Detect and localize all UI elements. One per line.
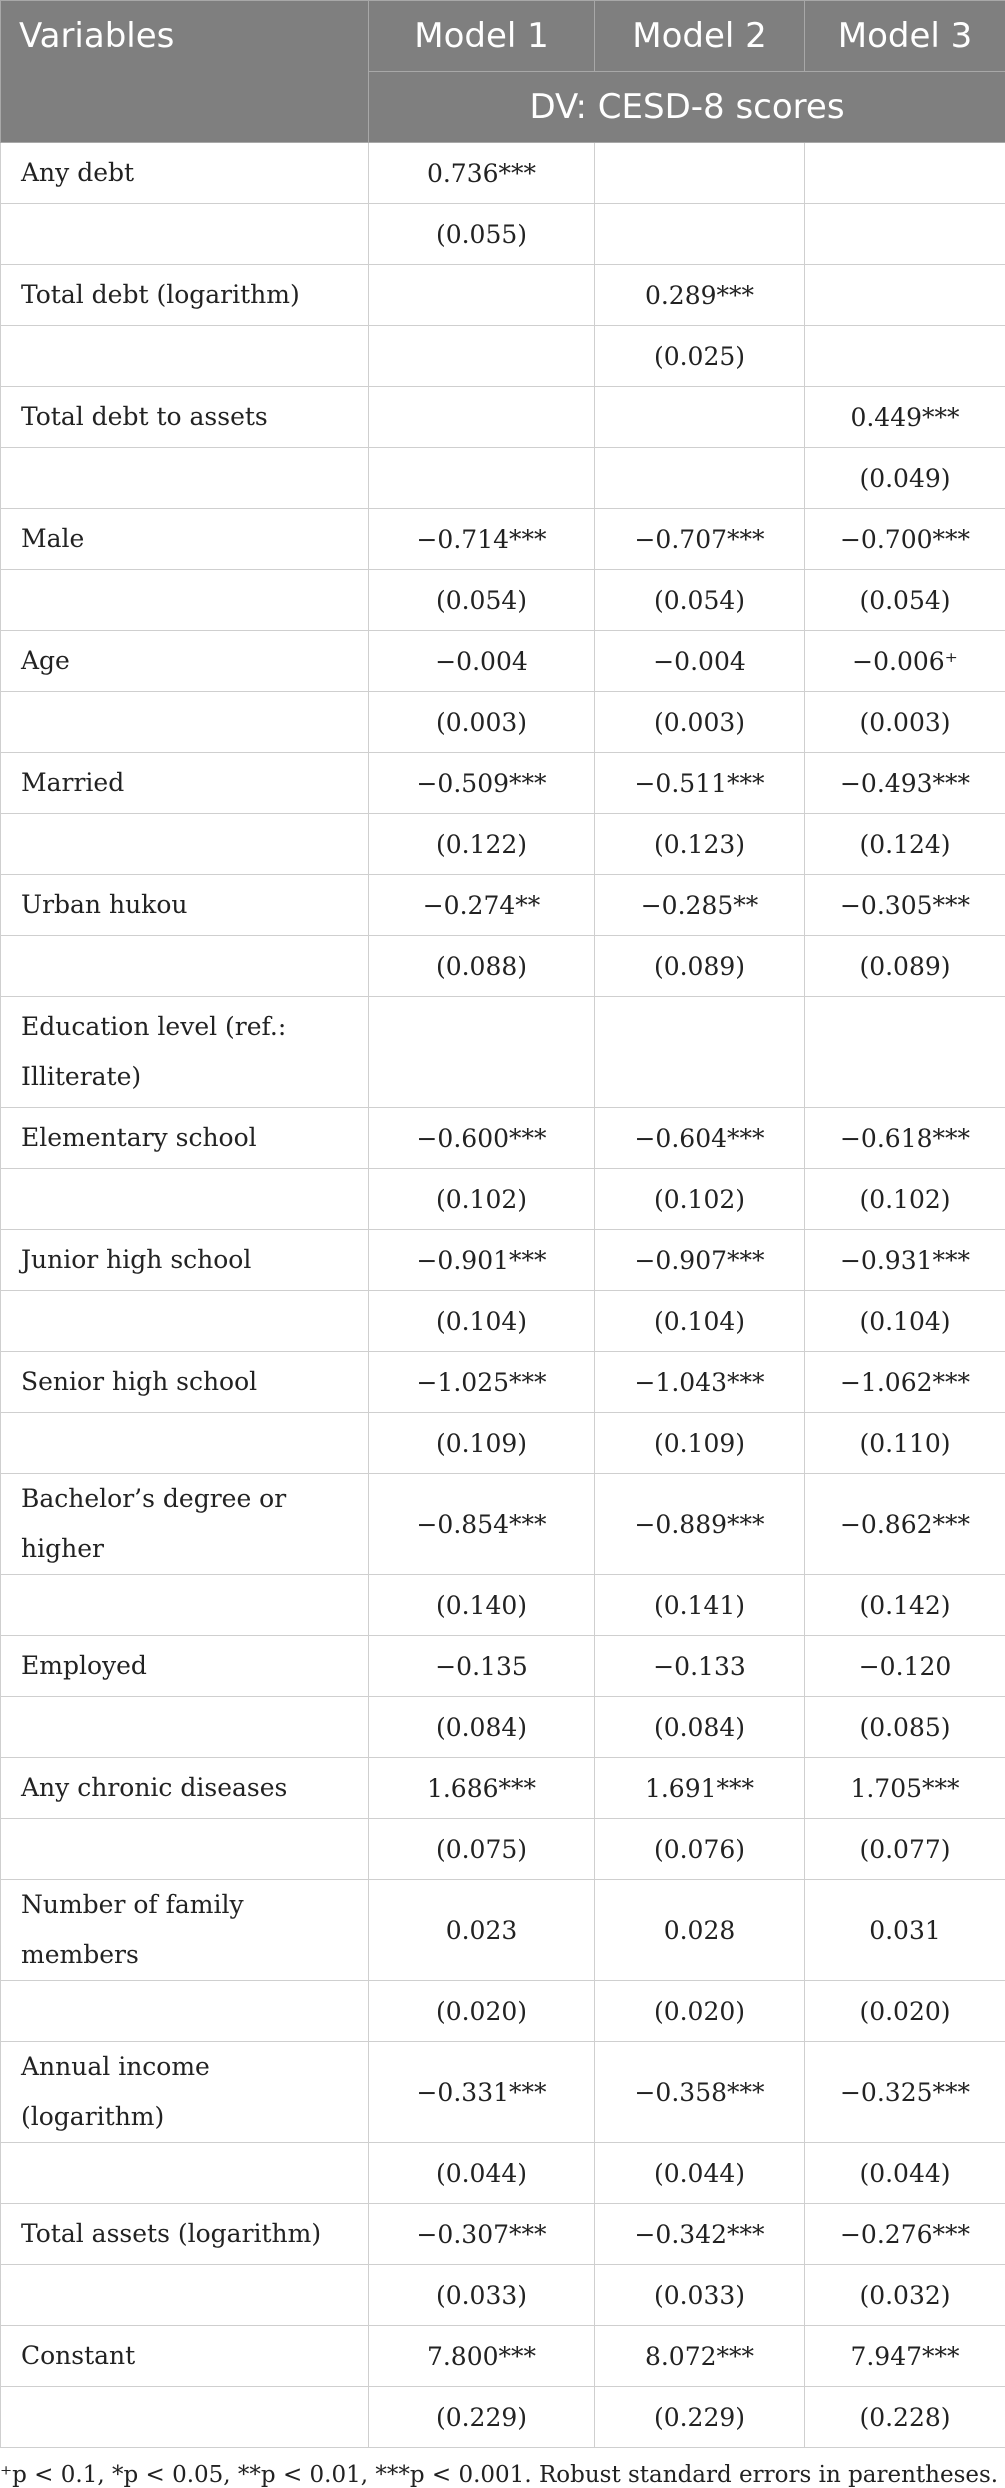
header-model-3: Model 3 — [805, 1, 1005, 72]
standard-error-cell: (0.054) — [369, 570, 595, 631]
empty-label-cell — [1, 326, 369, 387]
standard-error-cell — [805, 326, 1005, 387]
coefficient-cell — [805, 143, 1005, 204]
standard-error-cell: (0.140) — [369, 1575, 595, 1636]
table-row — [1, 2326, 1005, 2387]
standard-error-cell: (0.076) — [595, 1819, 805, 1880]
table-row — [1, 692, 1005, 753]
table-row — [1, 1981, 1005, 2042]
table-row — [1, 1291, 1005, 1352]
table-subheader-row — [1, 72, 1005, 143]
table-row — [1, 570, 1005, 631]
standard-error-cell — [805, 204, 1005, 265]
variable-label: Elementary school — [1, 1108, 369, 1169]
standard-error-cell — [369, 448, 595, 509]
coefficient-cell: −0.714*** — [369, 509, 595, 570]
standard-error-cell: (0.033) — [369, 2265, 595, 2326]
coefficient-cell — [595, 387, 805, 448]
coefficient-cell: 7.947*** — [805, 2326, 1005, 2387]
empty-label-cell — [1, 1413, 369, 1474]
standard-error-cell: (0.123) — [595, 814, 805, 875]
empty-label-cell — [1, 1981, 369, 2042]
standard-error-cell — [369, 326, 595, 387]
standard-error-cell: (0.229) — [595, 2387, 805, 2448]
standard-error-cell: (0.054) — [595, 570, 805, 631]
variable-label: Total debt (logarithm) — [1, 265, 369, 326]
coefficient-cell: 1.691*** — [595, 1758, 805, 1819]
standard-error-cell: (0.089) — [805, 936, 1005, 997]
coefficient-cell: −1.043*** — [595, 1352, 805, 1413]
standard-error-cell: (0.110) — [805, 1413, 1005, 1474]
table-row — [1, 387, 1005, 448]
standard-error-cell: (0.032) — [805, 2265, 1005, 2326]
variable-label: Junior high school — [1, 1230, 369, 1291]
table-row — [1, 1108, 1005, 1169]
coefficient-cell: −0.700*** — [805, 509, 1005, 570]
table-header-row — [1, 1, 1005, 72]
standard-error-cell: (0.044) — [369, 2143, 595, 2204]
table-row — [1, 1352, 1005, 1413]
coefficient-cell: −0.493*** — [805, 753, 1005, 814]
variable-label: Total debt to assets — [1, 387, 369, 448]
standard-error-cell: (0.020) — [595, 1981, 805, 2042]
coefficient-cell — [595, 997, 805, 1108]
coefficient-cell: −0.600*** — [369, 1108, 595, 1169]
table-row — [1, 2143, 1005, 2204]
standard-error-cell: (0.122) — [369, 814, 595, 875]
empty-label-cell — [1, 2265, 369, 2326]
coefficient-cell: −0.342*** — [595, 2204, 805, 2265]
standard-error-cell — [595, 204, 805, 265]
header-dependent-variable: DV: CESD-8 scores — [369, 72, 1005, 143]
standard-error-cell: (0.003) — [369, 692, 595, 753]
variable-label: Constant — [1, 2326, 369, 2387]
table-row — [1, 814, 1005, 875]
coefficient-cell: −0.274** — [369, 875, 595, 936]
standard-error-cell: (0.025) — [595, 326, 805, 387]
coefficient-cell: −0.331*** — [369, 2042, 595, 2143]
coefficient-cell — [805, 997, 1005, 1108]
table-row — [1, 1819, 1005, 1880]
coefficient-cell: −0.135 — [369, 1636, 595, 1697]
coefficient-cell — [805, 265, 1005, 326]
variable-label: Age — [1, 631, 369, 692]
empty-label-cell — [1, 1169, 369, 1230]
coefficient-cell — [595, 143, 805, 204]
table-row — [1, 143, 1005, 204]
standard-error-cell: (0.124) — [805, 814, 1005, 875]
table-footnote: ⁺p < 0.1, *p < 0.05, **p < 0.01, ***p < 0.001. Robust standard errors in parentheses. — [0, 2462, 1005, 2488]
standard-error-cell: (0.054) — [805, 570, 1005, 631]
variable-label: Male — [1, 509, 369, 570]
standard-error-cell: (0.102) — [369, 1169, 595, 1230]
coefficient-cell: −0.854*** — [369, 1474, 595, 1575]
coefficient-cell: −0.707*** — [595, 509, 805, 570]
coefficient-cell: 7.800*** — [369, 2326, 595, 2387]
standard-error-cell: (0.003) — [805, 692, 1005, 753]
standard-error-cell: (0.033) — [595, 2265, 805, 2326]
standard-error-cell: (0.077) — [805, 1819, 1005, 1880]
standard-error-cell: (0.109) — [369, 1413, 595, 1474]
coefficient-cell: −0.901*** — [369, 1230, 595, 1291]
coefficient-cell: −0.305*** — [805, 875, 1005, 936]
coefficient-cell: 8.072*** — [595, 2326, 805, 2387]
table-row — [1, 1880, 1005, 1981]
standard-error-cell: (0.049) — [805, 448, 1005, 509]
coefficient-cell: 0.023 — [369, 1880, 595, 1981]
empty-label-cell — [1, 936, 369, 997]
coefficient-cell — [369, 387, 595, 448]
table-row — [1, 509, 1005, 570]
table-row — [1, 265, 1005, 326]
coefficient-cell: −0.907*** — [595, 1230, 805, 1291]
variable-label: Any debt — [1, 143, 369, 204]
coefficient-cell: 0.031 — [805, 1880, 1005, 1981]
variable-label: Married — [1, 753, 369, 814]
standard-error-cell: (0.104) — [595, 1291, 805, 1352]
coefficient-cell: 1.686*** — [369, 1758, 595, 1819]
coefficient-cell: −0.509*** — [369, 753, 595, 814]
empty-label-cell — [1, 814, 369, 875]
coefficient-cell: −0.307*** — [369, 2204, 595, 2265]
variable-label: Number of family members — [1, 1880, 369, 1981]
standard-error-cell: (0.228) — [805, 2387, 1005, 2448]
standard-error-cell: (0.104) — [369, 1291, 595, 1352]
standard-error-cell: (0.089) — [595, 936, 805, 997]
standard-error-cell: (0.020) — [805, 1981, 1005, 2042]
standard-error-cell: (0.141) — [595, 1575, 805, 1636]
table-row — [1, 936, 1005, 997]
standard-error-cell: (0.109) — [595, 1413, 805, 1474]
empty-label-cell — [1, 1697, 369, 1758]
coefficient-cell: −0.133 — [595, 1636, 805, 1697]
variable-label: Employed — [1, 1636, 369, 1697]
table-body — [1, 143, 1005, 2448]
coefficient-cell: 0.289*** — [595, 265, 805, 326]
variable-label: Any chronic diseases — [1, 1758, 369, 1819]
coefficient-cell: −0.276*** — [805, 2204, 1005, 2265]
standard-error-cell: (0.044) — [595, 2143, 805, 2204]
standard-error-cell: (0.044) — [805, 2143, 1005, 2204]
variable-label: Total assets (logarithm) — [1, 2204, 369, 2265]
table-row — [1, 997, 1005, 1108]
variable-label: Education level (ref.: Illiterate) — [1, 997, 369, 1108]
empty-label-cell — [1, 1819, 369, 1880]
coefficient-cell: 0.028 — [595, 1880, 805, 1981]
coefficient-cell: −0.004 — [595, 631, 805, 692]
coefficient-cell: −0.120 — [805, 1636, 1005, 1697]
standard-error-cell: (0.104) — [805, 1291, 1005, 1352]
empty-label-cell — [1, 570, 369, 631]
table-row — [1, 1413, 1005, 1474]
coefficient-cell: −0.004 — [369, 631, 595, 692]
standard-error-cell: (0.075) — [369, 1819, 595, 1880]
variable-label: Senior high school — [1, 1352, 369, 1413]
standard-error-cell: (0.084) — [595, 1697, 805, 1758]
table-row — [1, 204, 1005, 265]
empty-label-cell — [1, 204, 369, 265]
coefficient-cell: −0.358*** — [595, 2042, 805, 2143]
coefficient-cell: −0.325*** — [805, 2042, 1005, 2143]
empty-label-cell — [1, 692, 369, 753]
standard-error-cell: (0.142) — [805, 1575, 1005, 1636]
coefficient-cell: −0.511*** — [595, 753, 805, 814]
table-row — [1, 2042, 1005, 2143]
table-row — [1, 1636, 1005, 1697]
table-row — [1, 2265, 1005, 2326]
table-row — [1, 1230, 1005, 1291]
table-row — [1, 631, 1005, 692]
table-row — [1, 1575, 1005, 1636]
coefficient-cell: −0.931*** — [805, 1230, 1005, 1291]
table-row — [1, 2204, 1005, 2265]
variable-label: Annual income (logarithm) — [1, 2042, 369, 2143]
table-row — [1, 326, 1005, 387]
coefficient-cell: 1.705*** — [805, 1758, 1005, 1819]
standard-error-cell: (0.085) — [805, 1697, 1005, 1758]
table-row — [1, 2387, 1005, 2448]
standard-error-cell: (0.055) — [369, 204, 595, 265]
coefficient-cell — [369, 265, 595, 326]
coefficient-cell: −0.604*** — [595, 1108, 805, 1169]
header-variables: Variables — [1, 1, 369, 72]
coefficient-cell: −0.862*** — [805, 1474, 1005, 1575]
empty-label-cell — [1, 1575, 369, 1636]
coefficient-cell: −1.062*** — [805, 1352, 1005, 1413]
coefficient-cell: −0.889*** — [595, 1474, 805, 1575]
header-model-2: Model 2 — [595, 1, 805, 72]
empty-label-cell — [1, 2143, 369, 2204]
empty-label-cell — [1, 448, 369, 509]
standard-error-cell: (0.020) — [369, 1981, 595, 2042]
coefficient-cell: 0.736*** — [369, 143, 595, 204]
standard-error-cell: (0.084) — [369, 1697, 595, 1758]
standard-error-cell: (0.088) — [369, 936, 595, 997]
header-model-1: Model 1 — [369, 1, 595, 72]
standard-error-cell: (0.003) — [595, 692, 805, 753]
standard-error-cell: (0.229) — [369, 2387, 595, 2448]
coefficient-cell — [369, 997, 595, 1108]
table-row — [1, 1758, 1005, 1819]
variable-label: Bachelor’s degree or higher — [1, 1474, 369, 1575]
table-row — [1, 875, 1005, 936]
empty-label-cell — [1, 1291, 369, 1352]
variable-label: Urban hukou — [1, 875, 369, 936]
standard-error-cell: (0.102) — [805, 1169, 1005, 1230]
standard-error-cell: (0.102) — [595, 1169, 805, 1230]
table-row — [1, 1697, 1005, 1758]
coefficient-cell: −0.285** — [595, 875, 805, 936]
coefficient-cell: −0.006⁺ — [805, 631, 1005, 692]
empty-label-cell — [1, 2387, 369, 2448]
standard-error-cell — [595, 448, 805, 509]
table-row — [1, 1169, 1005, 1230]
header-blank-cell — [1, 72, 369, 143]
coefficient-cell: −0.618*** — [805, 1108, 1005, 1169]
table-row — [1, 448, 1005, 509]
coefficient-cell: 0.449*** — [805, 387, 1005, 448]
table-row — [1, 1474, 1005, 1575]
coefficient-cell: −1.025*** — [369, 1352, 595, 1413]
table-row — [1, 753, 1005, 814]
